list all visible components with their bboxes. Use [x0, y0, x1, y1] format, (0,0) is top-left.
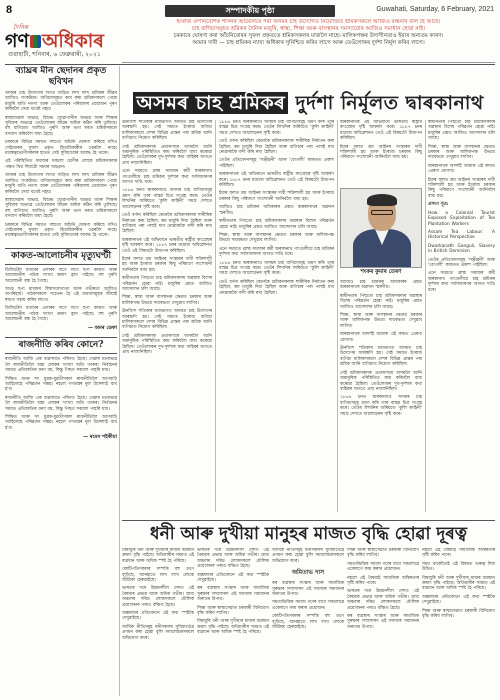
second-column-3: [272, 548, 344, 696]
portrait-caption: শংকৰ কুমাৰ তেৰণ: [360, 269, 402, 275]
header-note: চাহ বাগিচাসমূহত শ্ৰমিকৰ দৈনিক মজুৰি, স্বাস্থ্য, শিক্ষা আৰু বাসস্থানৰ সমস্যাবোৰ আজিও সমাধান হোৱা নাই।: [191, 26, 426, 32]
second-subhead: অমিতাভ দাস: [291, 569, 325, 577]
paragraph: শিক্ষা, স্বাস্থ্য আৰু বাসস্থানৰ ক্ষেত্ৰত চৰকাৰ আৰু মালিকপক্ষ উভয়ে দায়বদ্ধতা দেখুৱাব লাগিব।: [428, 144, 495, 161]
left-column: [5, 66, 117, 696]
paragraph: সমতাভিত্তিক সমাজ গঢ়াৰ বাবে সকলোৱে একেলগে কাম কৰাৰ প্ৰয়োজন।: [347, 561, 419, 573]
paragraph: স্বাধীনতাৰ পিছতো চাহ শ্ৰমিকসকলৰ অৱস্থাৰ বিশেষ পৰিৱৰ্তন হোৱা নাই। মজুৰিৰ প্ৰশ্নত আজিও আন্দোলন চলি আছে।: [219, 219, 334, 230]
paragraph: ইয়াৰ ফলত শ্ৰম আইনৰ সংস্কাৰৰ দাবী শক্তিশালী হয় আৰু ইংৰাজ চৰকাৰ কিছু পৰিমাণে সংশোধনী আনিবলৈ বাধ্য হয়।: [428, 177, 495, 199]
paragraph: তেওঁৰ প্ৰতিবেদনসমূহ 'সঞ্জীৱনী' আৰু 'বেংগলী' কাকতত প্ৰকাশ পাইছিল।: [219, 158, 334, 169]
lead-headline-part2: দুৰ্দশা নিৰ্মূলত দ্বাৰকানাথ: [288, 92, 484, 114]
lead-column-2: [219, 120, 334, 512]
paragraph: দ্বাৰকানাথৰ আদৰ্শই আমাক এই কামত প্ৰেৰণা যোগাব।: [340, 332, 422, 343]
paragraph: কোটিপতিসকলৰ সম্পত্তি বহু গুণে বাঢ়িছে, আনহাতে লাখ লাখ লোকে জীৱিকা হেৰুৱাইছে।: [122, 567, 194, 584]
article2-title: কাকত-আলোচনীৰ মৃত্যুঘণ্টী: [5, 248, 117, 265]
paragraph: সেই শ্ৰমিকসকলক প্ৰতাৰণাৰে অসমলৈ আনি অমানুষিক পৰিস্থিতিত কাম কৰিবলৈ বাধ্য কৰোৱা হৈছিল। তেওঁলোকৰ দুখ-দুৰ্দশাৰ কথা বাহিৰৰ জগতে প্ৰায় নাজানিছিল।: [122, 144, 212, 166]
header-note: ইংৰাজ ঔপনিবেশিক শাসনৰ আমোলৰে পৰা অসমৰ চাহ উদ্যোগত নিয়োজিত শ্ৰমিকসকলে আজিও বঞ্চনাৰ বলি হৈ আছে।: [176, 19, 441, 25]
paragraph: ঊনবিংশ শতিকাৰ মধ্যভাগত অসমত চাহ উদ্যোগৰ আৰম্ভণি হয়। সেই সময়ত ইংৰাজ বাগিচা মালিকসকলে দেশৰ বিভিন্ন প্ৰান্তৰ পৰা শ্ৰমিক আনি বাগিচাত নিয়োগ কৰিছিল।: [340, 346, 422, 368]
paragraph: দ্বাৰকানাথৰ আদৰ্শই আমাক এই কামত প্ৰেৰণা যোগাব।: [428, 163, 495, 175]
masthead-date: গুৱাহাটী, শনিবাৰ, ৬ ফেব্ৰুৱাৰী, ২০২১: [8, 51, 101, 58]
lead-column-3-bottom: [340, 280, 422, 512]
paragraph: কৰ ব্যৱস্থাৰ সংস্কাৰ আৰু সামাজিক সুৰক্ষাৰ সম্প্ৰসাৰণ এই সমস্যাৰ সমাধানৰ অন্যতম উপায়।: [347, 614, 419, 630]
header-note: চৰকাৰে ঘোষণা কৰা আঁচনিবোৰৰ সুফল প্ৰকৃততে শ্ৰমিকসকলৰ মাজলৈ নাহে। মালিকপক্ষৰ উদাসীনতাও ইয়াৰ অন্যতম কাৰণ।: [173, 33, 444, 39]
paragraph: শিক্ষা আৰু স্বাস্থ্যসেৱাত চৰকাৰী বিনিয়োগ বৃদ্ধি কৰিব লাগিব।: [422, 608, 495, 620]
paragraph: অক্সফামৰ প্ৰতিবেদনে এই কথা স্পষ্টকৈ দেখুৱাইছে।: [422, 594, 495, 606]
paragraph: আৰ্থিক নীতিসমূহ ধনীসকলৰ সুবিধাৰ্থেহে প্ৰণয়ন কৰা হোৱা বুলি সমালোচকসকলে অভিযোগ কৰে।: [272, 548, 344, 564]
second-column-4: [347, 548, 419, 696]
paragraph: ভাৰতৰ দৰে উন্নয়নশীল দেশত এই বৈষম্যৰ প্ৰভাৱ আৰু অধিক গভীৰ। গ্ৰাম্য অঞ্চলৰ দৰিদ্ৰ লোকসকলে মৌলিক প্ৰয়োজনৰ পৰাও বঞ্চিত হৈছে।: [122, 586, 194, 608]
author-portrait: [340, 188, 422, 268]
paragraph: শিক্ষিত আৰু সৎ যুৱক-যুৱতীসকল ৰাজনীতিলৈ আগবাঢ়ি আহিলেহে পৰিৱৰ্তন সম্ভৱ। নহলে গণতন্ত্ৰৰ মূল উদ্দেশ্যই ব্যৰ্থ হ'ব।: [5, 376, 117, 393]
article3-body: [5, 357, 117, 431]
paragraph: তেওঁ বৰ্ণনা কৰিছিল কেনেকৈ শ্ৰমিকসকলক শাৰীৰিক নিৰ্যাতন কৰা হৈছিল, কম মজুৰি দিয়া হৈছিল আৰু বাগিচাৰ পৰা পলাই যাব নোৱাৰাকৈ বন্দী কৰি ৰখা হৈছিল।: [219, 279, 334, 296]
page-number: 8: [6, 4, 13, 16]
paragraph: দ্বাৰকানাথৰ এই অভিযানে ভাৰতীয় ৰাষ্ট্ৰীয় কংগ্ৰেছৰ দৃষ্টি আকৰ্ষণ কৰে। ১৮৮৭ চনৰ মাদ্ৰাজ অধিৱেশনত তেওঁ এই বিষয়টো উত্থাপন কৰিছিল।: [219, 172, 334, 189]
column-rule: [425, 120, 426, 512]
paragraph: ইয়াৰ ফলত শ্ৰম আইনৰ সংস্কাৰৰ দাবী শক্তিশালী হয় আৰু ইংৰাজ চৰকাৰ কিছু পৰিমাণে সংশোধনী আনিবলৈ বাধ্য হয়।: [340, 144, 422, 161]
reference: Dwarkanath Ganguli, Slavery in British Dominion: [428, 243, 495, 255]
paragraph: আজিও চাহ শ্ৰমিকৰ অধিকাৰৰ প্ৰশ্নত দ্বাৰকানাথৰ অৱদান স্মৰণীয়।: [219, 205, 334, 216]
paragraph: ঊনবিংশ শতিকাৰ মধ্যভাগত অসমত চাহ উদ্যোগৰ আৰম্ভণি হয়। সেই সময়ত ইংৰাজ বাগিচা মালিকসকলে দেশৰ বিভিন্ন প্ৰান্তৰ পৰা শ্ৰমিক আনি বাগিচাত নিয়োগ কৰিছিল।: [122, 309, 212, 331]
paragraph: আজিও চাহ শ্ৰমিকৰ অধিকাৰৰ প্ৰশ্নত দ্বাৰকানাথৰ অৱদান স্মৰণীয়।: [340, 280, 422, 291]
second-column-1: [122, 548, 194, 696]
header-notes: [122, 19, 495, 63]
second-headline: ধনী আৰু দুখীয়া মানুহৰ মাজত বৃদ্ধি হোৱা দূৰত্ব: [122, 520, 495, 544]
references-title: প্ৰসংগ সূত্ৰ:: [428, 202, 449, 208]
paragraph: সেই শ্ৰমিকসকলক প্ৰতাৰণাৰে অসমলৈ আনি অমানুষিক পৰিস্থিতিত কাম কৰিবলৈ বাধ্য কৰোৱা হৈছিল। তেওঁলোকৰ দুখ-দুৰ্দশাৰ কথা বাহিৰৰ জগতে প্ৰায় নাজানিছিল।: [340, 370, 422, 392]
paragraph: সময় থাকোঁতেই এই বিষয়ত গুৰুত্ব দিয়া উচিত।: [422, 561, 495, 573]
paragraph: অথচ ছপা মাধ্যমৰ বিশ্বাসযোগ্যতা আৰু গভীৰতা আজিও অপৰিহাৰ্য। পাঠকসকলে সচেতন হৈ এই মাধ্যমসমূহক জীয়াই ৰখাত সহায় কৰিব লাগে।: [5, 286, 117, 303]
paragraph: নহলে এই বৈষম্যই সামাজিক অস্থিৰতাৰ সৃষ্টি কৰিব পাৰে।: [347, 575, 419, 587]
portrait-hair: [367, 194, 397, 206]
paragraph: অসমৰ চাহ উদ্যোগৰ লগত জড়িত লাখ লাখ শ্ৰমিকৰ জীৱন আজিও সংকটময়। বাগিচাসমূহত কাম কৰা শ্ৰমিকসকলে পোৱা মজুৰি অতি নগণ্য আৰু তেওঁলোকৰ পৰিয়ালৰ প্ৰয়োজন পূৰণ কৰিবলৈ সেয়া যথেষ্ট নহয়।: [5, 91, 117, 113]
dateline: Guwahati, Saturday, 6 February, 2021: [376, 6, 494, 13]
paragraph: স্বাধীনতাৰ পিছতো চাহ শ্ৰমিকসকলৰ অৱস্থাৰ বিশেষ পৰিৱৰ্তন হোৱা নাই। মজুৰিৰ প্ৰশ্নত আজিও আন্দোলন চলি আছে।: [340, 293, 422, 310]
masthead-name-part1: গণ: [5, 30, 29, 52]
paragraph: স্বাধীনতাৰ পিছতো চাহ শ্ৰমিকসকলৰ অৱস্থাৰ বিশেষ পৰিৱৰ্তন হোৱা নাই। মজুৰিৰ প্ৰশ্নত আজিও আন্দোলন চলি আছে।: [122, 276, 212, 292]
paragraph: বিশ্বজুৰি ধনী আৰু দুখীয়াৰ মাজৰ ব্যৱধান ক্ৰমাৎ বৃদ্ধি পাইছে। অতিমাৰীৰ সময়ত এই ব্যৱধান আৰু অধিক স্পষ্ট হৈ পৰিছে।: [122, 548, 194, 564]
paragraph: তেওঁ বৰ্ণনা কৰিছিল কেনেকৈ শ্ৰমিকসকলক শাৰীৰিক নিৰ্যাতন কৰা হৈছিল, কম মজুৰি দিয়া হৈছিল আৰু বাগিচাৰ পৰা পলাই যাব নোৱাৰাকৈ বন্দী কৰি ৰখা হৈছিল।: [219, 139, 334, 156]
section-title: সম্পাদকীয় পৃষ্ঠা: [165, 5, 335, 17]
paragraph: সমতাভিত্তিক সমাজ গঢ়াৰ বাবে সকলোৱে একেলগে কাম কৰাৰ প্ৰয়োজন।: [272, 600, 344, 611]
lead-column-3-top: [340, 120, 422, 186]
paragraph: কোটিপতিসকলৰ সম্পত্তি বহু গুণে বাঢ়িছে, আনহাতে লাখ লাখ লোকে জীৱিকা হেৰুৱাইছে।: [272, 614, 344, 631]
paragraph: ১৮৮৬ চনত দ্বাৰকানাথে অসমৰ চাহ বাগিচাসমূহ ভ্ৰমণ কৰি তাৰ বাস্তৱ চিত্ৰ সংগ্ৰহ কৰে। তেওঁৰ লিখনিৰ জৰিয়তে 'কুলি কাহিনী' সমগ্ৰ দেশতে আলোড়নৰ সৃষ্টি কৰে।: [340, 395, 422, 417]
column-rule: [337, 120, 338, 512]
paragraph: এনে সময়তে ব্ৰাহ্ম সমাজৰ কৰ্মী দ্বাৰকানাথ গাংগুলীয়ে চাহ শ্ৰমিকৰ দুৰ্দশাৰ কথা সৰ্বসাধাৰণৰ আগত দাঙি ধৰে।: [122, 169, 212, 186]
paragraph: দ্বাৰকানাথৰ এই অভিযানে ভাৰতীয় ৰাষ্ট্ৰীয় কংগ্ৰেছৰ দৃষ্টি আকৰ্ষণ কৰে। ১৮৮৭ চনৰ মাদ্ৰাজ অধিৱেশনত তেওঁ এই বিষয়টো উত্থাপন কৰিছিল।: [340, 120, 422, 142]
masthead: [5, 22, 117, 58]
article3-byline: — ৰমেন শইকীয়া: [83, 434, 117, 441]
paragraph: ৰাজনীতি আজি এক ব্যৱসায়ত পৰিণত হৈছে। সেৱাৰ মনোভাৱ লৈ ৰাজনীতিলৈ অহা লোকৰ সংখ্যা অতি তাকৰ। নিৰ্বাচনৰ সময়ত প্ৰতিশ্ৰুতিৰ বন্যা বয়, কিন্তু পিছত সকলো পাহৰি যায়।: [5, 357, 117, 374]
second-column-2: [197, 548, 269, 696]
paragraph: ইয়াৰ ফলত শ্ৰম আইনৰ সংস্কাৰৰ দাবী শক্তিশালী হয় আৰু ইংৰাজ চৰকাৰ কিছু পৰিমাণে সংশোধনী আনিবলৈ বাধ্য হয়।: [122, 256, 212, 273]
paragraph: শিক্ষা আৰু স্বাস্থ্যসেৱাত চৰকাৰী বিনিয়োগ বৃদ্ধি কৰিব লাগিব।: [347, 548, 419, 559]
paragraph: ঊনবিংশ শতিকাৰ মধ্যভাগত অসমত চাহ উদ্যোগৰ আৰম্ভণি হয়। সেই সময়ত ইংৰাজ বাগিচা মালিকসকলে দেশৰ বিভিন্ন প্ৰান্তৰ পৰা শ্ৰমিক আনি বাগিচাত নিয়োগ কৰিছিল।: [122, 120, 212, 142]
paragraph: এই পৰিস্থিতিত সমাজৰ সকলো শ্ৰেণীৰ লোকে শ্ৰমিকসকলৰ পক্ষত থিয় দিয়াটো সময়ৰ আহ্বান।: [5, 159, 117, 170]
paragraph: কৰ ব্যৱস্থাৰ সংস্কাৰ আৰু সামাজিক সুৰক্ষাৰ সম্প্ৰসাৰণ এই সমস্যাৰ সমাধানৰ অন্যতম উপায়।: [272, 581, 344, 598]
lead-article-body: [122, 120, 495, 512]
article1-body: [5, 91, 117, 239]
paragraph: তেওঁ বৰ্ণনা কৰিছিল কেনেকৈ শ্ৰমিকসকলক শাৰীৰিক নিৰ্যাতন কৰা হৈছিল, কম মজুৰি দিয়া হৈছিল আৰু বাগিচাৰ পৰা পলাই যাব নোৱাৰাকৈ বন্দী কৰি ৰখা হৈছিল।: [122, 213, 212, 235]
paragraph: ইয়াৰ ফলত শ্ৰম আইনৰ সংস্কাৰৰ দাবী শক্তিশালী হয় আৰু ইংৰাজ চৰকাৰ কিছু পৰিমাণে সংশোধনী আনিবলৈ বাধ্য হয়।: [219, 191, 334, 202]
paragraph: ১৮৮৬ চনত দ্বাৰকানাথে অসমৰ চাহ বাগিচাসমূহ ভ্ৰমণ কৰি তাৰ বাস্তৱ চিত্ৰ সংগ্ৰহ কৰে। তেওঁৰ লিখনিৰ জৰিয়তে 'কুলি কাহিনী' সমগ্ৰ দেশতে আলোড়নৰ সৃষ্টি কৰে।: [219, 260, 334, 277]
paragraph: চৰকাৰে বিভিন্ন সময়ত বহুতো আঁচনি ঘোষণা কৰিছে যদিও সেইবোৰৰ সুফল প্ৰকৃত হিতাধিকাৰীৰ ওচৰলৈ নাহে। মধ্যস্বত্বভোগীসকলৰ হাতত সেই সুবিধাবোৰ আবদ্ধ হৈ থাকে।: [5, 222, 117, 239]
column-rule: [119, 66, 120, 696]
paragraph: নহলে এই বৈষম্যই সামাজিক অস্থিৰতাৰ সৃষ্টি কৰিব পাৰে।: [422, 548, 495, 559]
lead-headline-part1: অসমৰ চাহ শ্ৰমিকৰ: [133, 92, 288, 114]
paragraph: ১৮৮৬ চনত দ্বাৰকানাথে অসমৰ চাহ বাগিচাসমূহ ভ্ৰমণ কৰি তাৰ বাস্তৱ চিত্ৰ সংগ্ৰহ কৰে। তেওঁৰ লিখনিৰ জৰিয়তে 'কুলি কাহিনী' সমগ্ৰ দেশতে আলোড়নৰ সৃষ্টি কৰে।: [122, 188, 212, 210]
paragraph: এনে সময়তে ব্ৰাহ্ম সমাজৰ কৰ্মী দ্বাৰকানাথ গাংগুলীয়ে চাহ শ্ৰমিকৰ দুৰ্দশাৰ কথা সৰ্বসাধাৰণৰ আগত দাঙি ধৰে।: [428, 271, 495, 293]
paragraph: স্বাস্থ্যসেৱাৰ অভাৱ, বিশুদ্ধ খোৱাপানীৰ অভাৱ আৰু শিক্ষাৰ সুবিধাৰ অভাৱে তেওঁলোকৰ জীৱন অধিক কঠিন কৰি তুলিছে। বহু বাগিচাত আজিও পুৰণি আৰু ভগা ঘৰত শ্ৰমিকসকলে বসবাস কৰিবলৈ বাধ্য হৈছে।: [5, 197, 117, 220]
paragraph: স্বাস্থ্যসেৱাৰ অভাৱ, বিশুদ্ধ খোৱাপানীৰ অভাৱ আৰু শিক্ষাৰ সুবিধাৰ অভাৱে তেওঁলোকৰ জীৱন অধিক কঠিন কৰি তুলিছে। বহু বাগিচাত আজিও পুৰণি আৰু ভগা ঘৰত শ্ৰমিকসকলে বসবাস কৰিবলৈ বাধ্য হৈছে।: [5, 115, 117, 137]
paragraph: স্বাধীনতাৰ পিছতো চাহ শ্ৰমিকসকলৰ অৱস্থাৰ বিশেষ পৰিৱৰ্তন হোৱা নাই। মজুৰিৰ প্ৰশ্নত আজিও আন্দোলন চলি আছে।: [428, 120, 495, 142]
lead-headline: [122, 92, 495, 114]
masthead-tagline: দৈনিক: [13, 25, 29, 31]
top-bar: [0, 4, 500, 18]
portrait-glasses-icon: [371, 210, 393, 215]
paragraph: চৰকাৰে বিভিন্ন সময়ত বহুতো আঁচনি ঘোষণা কৰিছে যদিও সেইবোৰৰ সুফল প্ৰকৃত হিতাধিকাৰীৰ ওচৰলৈ নাহে। মধ্যস্বত্বভোগীসকলৰ হাতত সেই সুবিধাবোৰ আবদ্ধ হৈ থাকে।: [5, 140, 117, 157]
paragraph: শিক্ষা আৰু স্বাস্থ্যসেৱাত চৰকাৰী বিনিয়োগ বৃদ্ধি কৰিব লাগিব।: [197, 605, 269, 617]
article2-byline: — অমৰ ডেকা: [87, 325, 117, 332]
paragraph: ডিজিটেল মাধ্যমৰ প্ৰসাৰৰ লগে লগে ছপা কাকত আৰু আলোচনীৰ পাঠক সংখ্যা ক্ৰমাৎ হ্ৰাস পাইছে। বহু পুৰণি আলোচনী বন্ধ হৈ গৈছে।: [5, 306, 117, 322]
second-column-5: [422, 548, 495, 696]
reference: How a Colonial Tourist Exposed Exploitation of Tea Plantation Workers: [428, 210, 495, 227]
paragraph: অক্সফামৰ প্ৰতিবেদনে এই কথা স্পষ্টকৈ দেখুৱাইছে।: [122, 611, 194, 622]
paragraph: শিক্ষা, স্বাস্থ্য আৰু বাসস্থানৰ ক্ষেত্ৰত চৰকাৰ আৰু মালিকপক্ষ উভয়ে দায়বদ্ধতা দেখুৱাব লাগিব।: [219, 232, 334, 244]
paragraph: শিক্ষা, স্বাস্থ্য আৰু বাসস্থানৰ ক্ষেত্ৰত চৰকাৰ আৰু মালিকপক্ষ উভয়ে দায়বদ্ধতা দেখুৱাব লাগিব।: [340, 313, 422, 329]
paragraph: আৰ্থিক নীতিসমূহ ধনীসকলৰ সুবিধাৰ্থেহে প্ৰণয়ন কৰা হোৱা বুলি সমালোচকসকলে অভিযোগ কৰে।: [122, 624, 194, 641]
lead-column-1: [122, 120, 212, 512]
paragraph: ভাৰতৰ দৰে উন্নয়নশীল দেশত এই বৈষম্যৰ প্ৰভাৱ আৰু অধিক গভীৰ। গ্ৰাম্য অঞ্চলৰ দৰিদ্ৰ লোকসকলে মৌলিক প্ৰয়োজনৰ পৰাও বঞ্চিত হৈছে।: [197, 548, 269, 570]
paragraph: এনে সময়তে ব্ৰাহ্ম সমাজৰ কৰ্মী দ্বাৰকানাথ গাংগুলীয়ে চাহ শ্ৰমিকৰ দুৰ্দশাৰ কথা সৰ্বসাধাৰণৰ আগত দাঙি ধৰে।: [219, 246, 334, 258]
column-rule: [215, 120, 216, 512]
article2-body: [5, 268, 117, 323]
paragraph: দ্বাৰকানাথৰ এই অভিযানে ভাৰতীয় ৰাষ্ট্ৰীয় কংগ্ৰেছৰ দৃষ্টি আকৰ্ষণ কৰে। ১৮৮৭ চনৰ মাদ্ৰাজ অধিৱেশনত তেওঁ এই বিষয়টো উত্থাপন কৰিছিল।: [122, 237, 212, 254]
paragraph: অসমৰ চাহ উদ্যোগৰ লগত জড়িত লাখ লাখ শ্ৰমিকৰ জীৱন আজিও সংকটময়। বাগিচাসমূহত কাম কৰা শ্ৰমিকসকলে পোৱা মজুৰি অতি নগণ্য আৰু তেওঁলোকৰ পৰিয়ালৰ প্ৰয়োজন পূৰণ কৰিবলৈ সেয়া যথেষ্ট নহয়।: [5, 173, 117, 195]
paragraph: ভাৰতৰ দৰে উন্নয়নশীল দেশত এই বৈষম্যৰ প্ৰভাৱ আৰু অধিক গভীৰ। গ্ৰাম্য অঞ্চলৰ দৰিদ্ৰ লোকসকলে মৌলিক প্ৰয়োজনৰ পৰাও বঞ্চিত হৈছে।: [347, 589, 419, 611]
lead-column-4: [428, 120, 495, 512]
paragraph: শিক্ষা, স্বাস্থ্য আৰু বাসস্থানৰ ক্ষেত্ৰত চৰকাৰ আৰু মালিকপক্ষ উভয়ে দায়বদ্ধতা দেখুৱাব লাগিব।: [122, 295, 212, 306]
paragraph: সেই শ্ৰমিকসকলক প্ৰতাৰণাৰে অসমলৈ আনি অমানুষিক পৰিস্থিতিত কাম কৰিবলৈ বাধ্য কৰোৱা হৈছিল। তেওঁলোকৰ দুখ-দুৰ্দশাৰ কথা বাহিৰৰ জগতে প্ৰায় নাজানিছিল।: [122, 333, 212, 356]
paragraph: অক্সফামৰ প্ৰতিবেদনে এই কথা স্পষ্টকৈ দেখুৱাইছে।: [197, 572, 269, 584]
paragraph: তেওঁৰ প্ৰতিবেদনসমূহ 'সঞ্জীৱনী' আৰু 'বেংগলী' কাকতত প্ৰকাশ পাইছিল।: [428, 257, 495, 268]
paragraph: বিশ্বজুৰি ধনী আৰু দুখীয়াৰ মাজৰ ব্যৱধান ক্ৰমাৎ বৃদ্ধি পাইছে। অতিমাৰীৰ সময়ত এই ব্যৱধান আৰু অধিক স্পষ্ট হৈ পৰিছে।: [422, 575, 495, 592]
article3-title: ৰাজনীতি কৰিব কোনে?: [5, 337, 117, 354]
paragraph: ডিজিটেল মাধ্যমৰ প্ৰসাৰৰ লগে লগে ছপা কাকত আৰু আলোচনীৰ পাঠক সংখ্যা ক্ৰমাৎ হ্ৰাস পাইছে। বহু পুৰণি আলোচনী বন্ধ হৈ গৈছে।: [5, 267, 117, 284]
paragraph: বিশ্বজুৰি ধনী আৰু দুখীয়াৰ মাজৰ ব্যৱধান ক্ৰমাৎ বৃদ্ধি পাইছে। অতিমাৰীৰ সময়ত এই ব্যৱধান আৰু অধিক স্পষ্ট হৈ পৰিছে।: [197, 619, 269, 636]
paragraph: ৰাজনীতি আজি এক ব্যৱসায়ত পৰিণত হৈছে। সেৱাৰ মনোভাৱ লৈ ৰাজনীতিলৈ অহা লোকৰ সংখ্যা অতি তাকৰ। নিৰ্বাচনৰ সময়ত প্ৰতিশ্ৰুতিৰ বন্যা বয়, কিন্তু পিছত সকলো পাহৰি যায়।: [5, 395, 117, 412]
masthead-emblem-icon: [30, 35, 41, 48]
article1-title: ব্যাঘ্ৰৰ মীন ছেদানৰ প্ৰকৃত ছবিখন: [15, 66, 107, 87]
reference: Assam Tea Labour: A Historical Perspective: [428, 229, 495, 241]
masthead-divider: [5, 64, 495, 65]
paragraph: ১৮৮৬ চনত দ্বাৰকানাথে অসমৰ চাহ বাগিচাসমূহ ভ্ৰমণ কৰি তাৰ বাস্তৱ চিত্ৰ সংগ্ৰহ কৰে। তেওঁৰ লিখনিৰ জৰিয়তে 'কুলি কাহিনী' সমগ্ৰ দেশতে আলোড়নৰ সৃষ্টি কৰে।: [219, 120, 334, 136]
second-article-body: [122, 548, 495, 696]
masthead-name-part2: অধিকাৰ: [41, 30, 104, 52]
header-note: আমাৰ দাবী — চাহ শ্ৰমিকৰ ন্যায্য অধিকাৰ সুনিশ্চিত কৰিব লাগে আৰু তেওঁলোকৰ দুৰ্দশা নিৰ্মূল কৰিব লাগে।: [192, 40, 425, 46]
paragraph: শিক্ষিত আৰু সৎ যুৱক-যুৱতীসকল ৰাজনীতিলৈ আগবাঢ়ি আহিলেহে পৰিৱৰ্তন সম্ভৱ। নহলে গণতন্ত্ৰৰ মূল উদ্দেশ্যই ব্যৰ্থ হ'ব।: [5, 415, 117, 431]
paragraph: কৰ ব্যৱস্থাৰ সংস্কাৰ আৰু সামাজিক সুৰক্ষাৰ সম্প্ৰসাৰণ এই সমস্যাৰ সমাধানৰ অন্যতম উপায়।: [197, 586, 269, 603]
